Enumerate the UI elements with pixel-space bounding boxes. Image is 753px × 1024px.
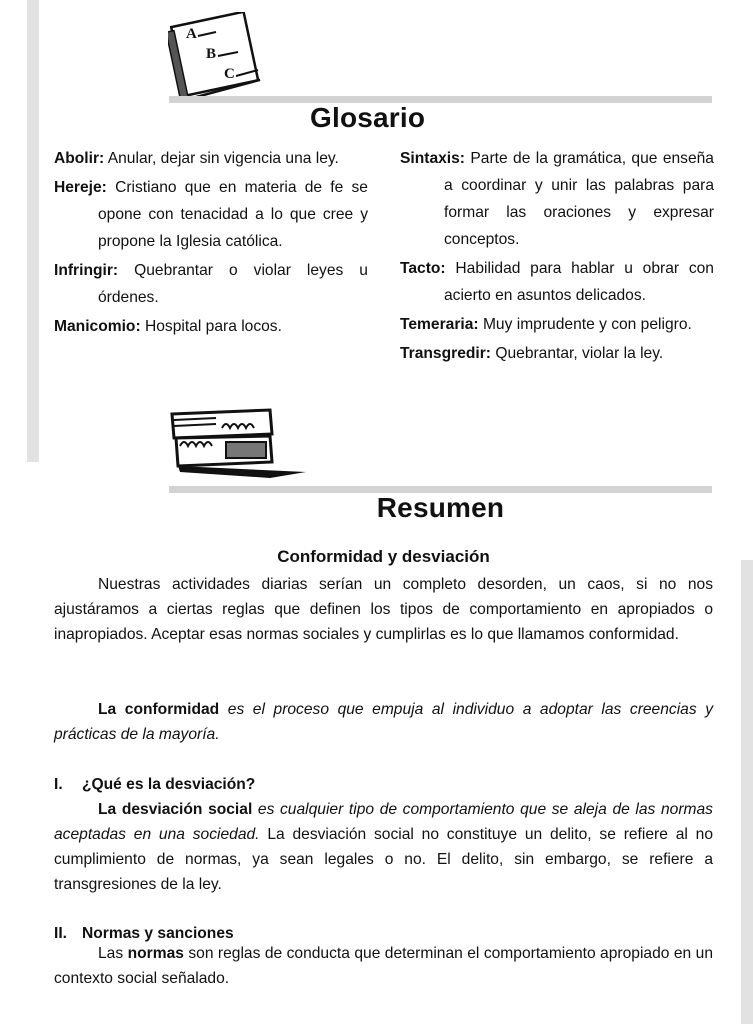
definition-term: normas bbox=[127, 945, 184, 962]
paragraph-text: son reglas de conducta que determinan el comportamiento apropiado en un contexto social señalado. bbox=[54, 945, 713, 987]
glossary-definition: Cristiano que en materia de fe se opone con tenacidad a lo que cree y propone la Iglesia católica. bbox=[98, 179, 368, 250]
glossary-definition: Hospital para locos. bbox=[144, 318, 282, 335]
glossary-entry bbox=[54, 174, 368, 255]
books-stack-icon bbox=[166, 406, 314, 486]
section-heading-i bbox=[54, 772, 713, 797]
glossary-definition: Anular, dejar sin vigencia una ley. bbox=[107, 150, 339, 167]
glossary-term: Transgredir: bbox=[400, 345, 491, 362]
glossary-left-column bbox=[54, 145, 368, 342]
glossary-right-column bbox=[400, 145, 714, 369]
glossary-term: Hereje: bbox=[54, 179, 107, 196]
definition-text: es el proceso que empuja al individuo a adoptar las creencias y prácticas de la mayoría. bbox=[54, 701, 713, 743]
glossary-entry bbox=[400, 145, 714, 253]
definition-term: La conformidad bbox=[98, 701, 220, 718]
normas-paragraph bbox=[54, 941, 713, 991]
abc-letter-b: B bbox=[206, 46, 217, 62]
glosario-rule bbox=[169, 96, 712, 103]
desviacion-paragraph bbox=[54, 797, 713, 897]
resumen-paragraph bbox=[54, 572, 713, 647]
conformidad-definition bbox=[54, 697, 713, 747]
definition-text: es cualquier tipo de comportamiento que se aleja de las normas aceptadas en una sociedad. bbox=[54, 801, 713, 843]
right-margin-bar bbox=[741, 560, 753, 1024]
heading-number: II. bbox=[54, 925, 67, 942]
paragraph-text: Nuestras actividades diarias serían un completo desorden, un caos, si no nos ajustáramos a ciertas reglas que definen los tipos de comportamiento en apropiados o inapropiados. Aceptar esas normas sociales y cumplirlas es lo que llamamos conformidad. bbox=[54, 576, 713, 643]
glossary-definition: Muy imprudente y con peligro. bbox=[482, 316, 692, 333]
glossary-term: Manicomio: bbox=[54, 318, 141, 335]
heading-number: I. bbox=[54, 776, 63, 793]
glosario-title: Glosario bbox=[310, 102, 426, 133]
abc-letter-a: A bbox=[186, 26, 197, 42]
resumen-title: Resumen bbox=[376, 492, 505, 523]
paragraph-text: Las bbox=[98, 945, 128, 962]
glossary-entry bbox=[54, 257, 368, 311]
abc-book-icon bbox=[168, 12, 268, 98]
glossary-entry bbox=[54, 145, 368, 172]
glossary-definition: Quebrantar o violar leyes u órdenes. bbox=[98, 262, 368, 306]
glossary-term: Sintaxis: bbox=[400, 150, 465, 167]
glossary-term: Abolir: bbox=[54, 150, 105, 167]
heading-text: ¿Qué es la desviación? bbox=[82, 776, 256, 793]
glossary-term: Tacto: bbox=[400, 260, 446, 277]
glossary-definition: Habilidad para hablar u obrar con acierto en asuntos delicados. bbox=[444, 260, 714, 304]
glossary-definition: Parte de la gramática, que enseña a coordinar y unir las palabras para formar las oraciones y expresar conceptos. bbox=[444, 150, 714, 248]
left-margin-bar bbox=[27, 0, 39, 462]
heading-text: Normas y sanciones bbox=[82, 925, 234, 942]
glossary-term: Temeraria: bbox=[400, 316, 479, 333]
glossary-term: Infringir: bbox=[54, 262, 119, 279]
glossary-definition: Quebrantar, violar la ley. bbox=[495, 345, 664, 362]
glossary-entry bbox=[400, 311, 714, 338]
resumen-subtitle: Conformidad y desviación bbox=[277, 547, 490, 566]
glossary-entry bbox=[400, 255, 714, 309]
definition-term: La desviación social bbox=[98, 801, 253, 818]
glossary-entry bbox=[54, 313, 368, 340]
paragraph-text: La desviación social no constituye un delito, se refiere al no cumplimiento de normas, ya sean legales o no. El delito, sin embargo, se refiere a transgresiones de la ley. bbox=[54, 826, 713, 893]
abc-letter-c: C bbox=[224, 66, 235, 82]
glossary-entry bbox=[400, 340, 714, 367]
